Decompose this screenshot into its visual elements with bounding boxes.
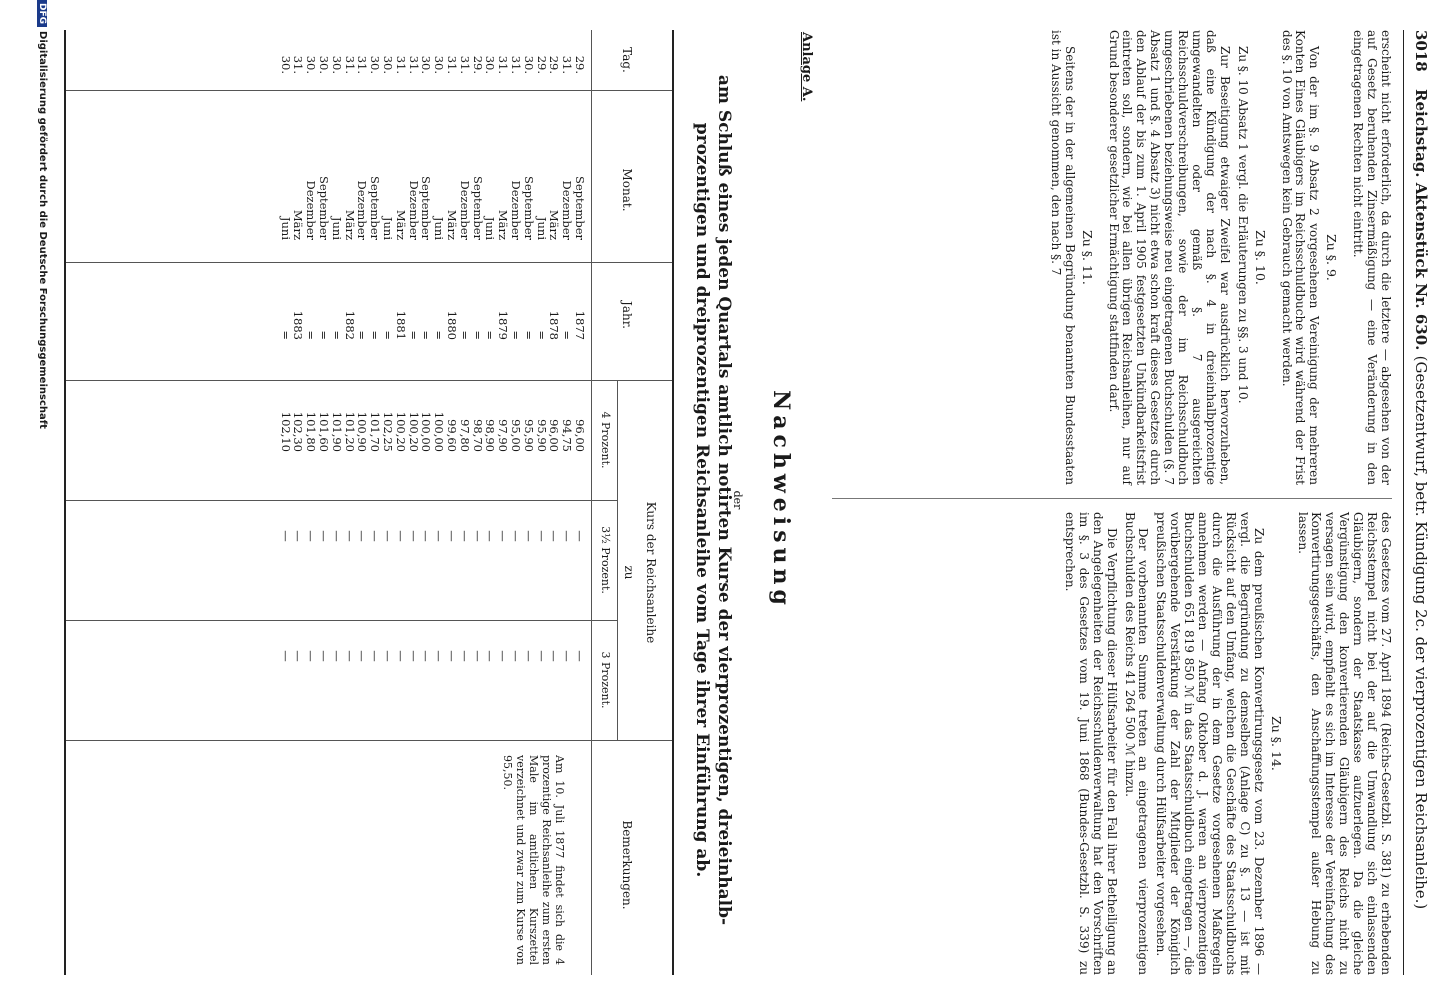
row-monat: März [393,209,408,240]
paragraph: des Gesetzes vom 27. April 1894 (Reichs-Gesetzbl. S. 381) zu erhebenden Reichsstempel nicht bei der auf die Umwandlung sich einlassenden Gläubigern, sondern der Staatskasse aufzuerlegen. Da die gleiche Vergünstigung den konvertierenden Gläubigern des Reichs nicht zu versagen sein wird, empfiehlt es sich im Interesse der Vereinfachung des Konvertirungsgeschäfts, den Anschaffungsstempel außer Hebung zu lassen. [1295,512,1393,975]
header-tag: Tag. [620,47,634,73]
table-row [394,0,407,1000]
row-3-prozent: — [381,650,395,662]
row-35-prozent: — [393,530,408,542]
row-35-prozent: — [355,530,370,542]
row-jahr: 1882 [342,310,357,340]
paragraph: Die Verpflichtung dieser Hülfsarbeiter für den Fall ihrer Betheiligung an den Angelegenheiten der Reichsschuldenverwaltung hat den Vorschriften im §. 3 des Gesetzes vom 19. Juni 1868 (Bundes-Gesetzbl. S. 339) zu entsprechen. [1062,512,1119,975]
row-tag: 30. [419,55,434,74]
header-title: Reichstag. Aktenstück Nr. 630. [1412,88,1430,351]
row-tag: 31. [560,55,575,74]
row-3-prozent: — [547,650,562,662]
row-4-prozent: 98,90 [483,419,498,452]
anlage-label: Anlage A. [799,32,814,102]
header-subtitle: (Gesetzentwurf, betr. Kündigung 2c. der vierprozentigen Reichsanleihe.) [1412,355,1430,910]
document-title: Nachweisung [768,390,794,610]
row-35-prozent: — [534,530,549,542]
row-jahr: = [457,330,472,340]
table-row [330,0,343,1000]
row-3-prozent: — [509,650,523,662]
row-monat: Dezember [509,180,523,240]
row-35-prozent: — [342,530,357,542]
row-4-prozent: 100,20 [393,411,408,452]
row-3-prozent: — [432,650,447,662]
row-tag: 30. [278,55,293,74]
row-tag: 30. [368,55,383,74]
row-3-prozent: — [496,650,511,662]
row-tag: 31. [393,55,408,74]
row-tag: 30. [483,55,498,74]
row-jahr: = [509,330,523,340]
footer-text: Digitalisierung gefördert durch die Deutsche Forschungsgemeinschaft [37,31,48,429]
row-monat: Juni [278,216,293,240]
row-monat: Dezember [355,180,370,240]
row-jahr: = [419,330,434,340]
row-3-prozent: — [470,650,485,662]
row-monat: Dezember [304,180,319,240]
row-35-prozent: — [496,530,511,542]
row-tag: 31. [355,55,370,74]
table-row [458,0,471,1000]
row-35-prozent: — [483,530,498,542]
header-rule [1403,30,1404,975]
row-4-prozent: 101,80 [304,411,319,452]
row-3-prozent: — [419,650,434,662]
row-35-prozent: — [329,530,344,542]
row-jahr: 1881 [393,310,408,340]
row-tag: 31. [509,55,523,74]
row-3-prozent: — [560,650,575,662]
row-35-prozent: — [381,530,395,542]
row-jahr: = [406,330,421,340]
paragraph: Zu dem preußischen Konvertirungsgesetz vom 23. Dezember 1896 — vergl. die Begründung zu demselben (Anlage C) zu §. 13 — ist mit Rücksicht auf den Umfang, welchen die Geschäfte des Staatsschuldbuchs durch die Ausführung der in dem Gesetze vorgesehenen Maßregeln annehmen werden — Anfang Oktober d. J. waren an vierprozentigen Buchschulden 651 819 850 ℳ in das Staatsschuldbuch eingetragen —, die vorübergehende Verstärkung der Zahl der Mitglieder der Königlich preußischen Staatsschuldenverwaltung durch Hülfsarbeiter vorgesehen. [1154,512,1266,975]
row-3-prozent: — [445,650,459,662]
row-jahr: = [304,330,319,340]
row-jahr: = [317,330,331,340]
row-jahr: 1880 [445,310,459,340]
paragraph: Seitens der in der allgemeinen Begründung benannten Bundesstaaten ist in Aussicht genommen, den nach §. 7 [1048,30,1077,485]
header-kurs-group: Kurs der Reichsanleihe [644,501,658,644]
row-4-prozent: 97,90 [496,419,511,452]
row-4-prozent: 100,00 [419,411,434,452]
column-divider [832,498,1392,499]
row-3-prozent: — [573,650,587,662]
row-tag: 30. [329,55,344,74]
row-3-prozent: — [406,650,421,662]
table-row [279,0,292,1000]
row-4-prozent: 101,60 [317,411,331,452]
paragraph: Zu §. 10 Absatz 1 vergl. die Erläuterungen zu §§. 3 und 10. [1235,46,1250,404]
row-35-prozent: — [368,530,383,542]
row-jahr: = [381,330,395,340]
row-monat: Dezember [560,180,575,240]
row-3-prozent: — [342,650,357,662]
row-4-prozent: 102,30 [291,411,306,452]
row-monat: Juni [381,216,395,240]
row-tag: 30. [304,55,319,74]
row-35-prozent: — [509,530,523,542]
row-monat: März [496,209,511,240]
row-3-prozent: — [355,650,370,662]
row-35-prozent: — [445,530,459,542]
digitization-footer [37,0,48,1000]
row-jahr: = [329,330,344,340]
row-tag: 30. [432,55,447,74]
row-monat: Dezember [457,180,472,240]
row-monat: Juni [432,216,447,240]
row-3-prozent: — [368,650,383,662]
right-text-column [1058,512,1392,975]
row-tag: 29. [534,55,549,74]
row-jahr: 1878 [547,310,562,340]
row-jahr: = [521,330,536,340]
row-35-prozent: — [521,530,536,542]
row-3-prozent: — [291,650,306,662]
row-tag: 31. [457,55,472,74]
row-jahr: = [483,330,498,340]
table-row [445,0,458,1000]
row-jahr: = [368,330,383,340]
page-header [1402,30,1430,990]
row-4-prozent: 102,10 [278,411,293,452]
row-tag: 29. [470,55,485,74]
row-tag: 31. [342,55,357,74]
row-monat: September [419,175,434,240]
table-row [420,0,433,1000]
row-jahr: = [470,330,485,340]
row-monat: September [470,175,485,240]
header-bemerkungen: Bemerkungen. [620,820,634,910]
row-4-prozent: 95,00 [509,419,523,452]
row-3-prozent: — [329,650,344,662]
row-monat: September [368,175,383,240]
row-monat: September [317,175,331,240]
header-4-prozent: 4 Prozent. [599,411,612,469]
header-monat: Monat. [620,168,634,212]
row-jahr: = [278,330,293,340]
row-35-prozent: — [406,530,421,542]
row-tag: 31. [496,55,511,74]
row-monat: März [547,209,562,240]
section-heading: Zu §. 11. [1079,230,1095,285]
row-4-prozent: 101,70 [368,411,383,452]
row-3-prozent: — [521,650,536,662]
table-row [484,0,497,1000]
remark-text: Am 10. Juli 1877 findet sich die 4 prozentige Reichsanleihe zum ersten Male im amtlichen Kurszettel verzeichnet und zwar zum Kurse von 95,50. [501,755,566,965]
page-number: 3018 [1412,30,1430,72]
row-4-prozent: 96,00 [547,419,562,452]
table-row [471,0,484,1000]
row-3-prozent: — [278,650,293,662]
row-4-prozent: 99,60 [445,419,459,452]
row-monat: September [521,175,536,240]
row-4-prozent: 97,80 [457,419,472,452]
row-4-prozent: 100,90 [355,411,370,452]
row-35-prozent: — [560,530,575,542]
row-3-prozent: — [393,650,408,662]
row-4-prozent: 102,25 [381,411,395,452]
row-3-prozent: — [457,650,472,662]
row-tag: 31. [406,55,421,74]
row-35-prozent: — [470,530,485,542]
row-monat: Dezember [406,180,421,240]
row-35-prozent: — [317,530,331,542]
paragraph: Zur Beseitigung etwaiger Zweifel war ausdrücklich hervorzuheben, daß eine Kündigung der nach §. 4 in dreieinhalbprozentige umgewandelten oder gemäß §. 7 ausgereichten Reichsschuldverschreibungen, sowie der im Reichsschuldbuch umgeschriebenen beziehungsweise neu eingetragenen Buchschulden (§. 7 Absatz 1 und §. 4 Absatz 3) nicht etwa schon kraft dieses Gesetzes durch den Ablauf der bis zum 1. April 1905 festgesetzten Unkündbarkeitsfrist eintreten soll, sondern, wie bei allen übrigen Reichsanleihen, nur auf Grund besonderer gesetzlicher Ermächtigung stattfinden darf. [1106,30,1232,485]
row-tag: 30. [381,55,395,74]
title-line-1: am Schluß eines jeden Quartals amtlich notirten Kurse der vierprozentigen, dreieinhalb- [714,74,734,926]
table-row [432,0,445,1000]
row-3-prozent: — [483,650,498,662]
row-tag: 30. [317,55,331,74]
section-heading: Zu §. 9. [1324,234,1340,281]
section-heading: Zu §. 10. [1252,230,1268,285]
row-4-prozent: 100,00 [432,411,447,452]
table-row [368,0,381,1000]
row-jahr: = [534,330,549,340]
row-35-prozent: — [457,530,472,542]
row-35-prozent: — [291,530,306,542]
row-monat: März [342,209,357,240]
row-monat: Juni [534,216,549,240]
row-35-prozent: — [547,530,562,542]
section-heading: Zu §. 14. [1268,716,1284,771]
row-35-prozent: — [278,530,293,542]
row-monat: September [573,175,587,240]
table-top-rule [672,30,674,975]
row-4-prozent: 100,20 [406,411,421,452]
row-jahr: = [355,330,370,340]
row-4-prozent: 95,90 [521,419,536,452]
row-monat: Juni [483,216,498,240]
header-kurs-zu: zu [622,565,636,580]
header-bottom-rule [591,30,592,975]
row-4-prozent: 98,70 [470,419,485,452]
left-text-column [1044,30,1392,485]
row-35-prozent: — [304,530,319,542]
row-35-prozent: — [573,530,587,542]
table-row [381,0,394,1000]
row-4-prozent: 94,75 [560,419,575,452]
row-tag: 31. [445,55,459,74]
header-3-prozent: 3 Prozent. [599,651,612,709]
table-bottom-rule [64,30,66,975]
title-der: der [731,490,744,510]
row-monat: März [291,209,306,240]
paragraph: Der vorbenannten Summe treten an eingetragenen vierprozentigen Buchschulden des Reichs 41 264 500 ℳ hinzu. [1122,512,1151,975]
header-jahr: Jahr. [620,301,634,329]
dfg-logo: DFG [37,0,47,27]
table-row [407,0,420,1000]
row-4-prozent: 95,90 [534,419,549,452]
row-3-prozent: — [534,650,549,662]
row-4-prozent: 101,90 [329,411,344,452]
table-row [304,0,317,1000]
row-tag: 30. [521,55,536,74]
row-3-prozent: — [304,650,319,662]
row-tag: 29. [573,55,587,74]
row-jahr: = [560,330,575,340]
table-row [292,0,305,1000]
row-4-prozent: 96,00 [573,419,587,452]
row-jahr: = [432,330,447,340]
row-3-prozent: — [317,650,331,662]
header-35-prozent: 3½ Prozent. [599,526,612,594]
table-row [343,0,356,1000]
row-monat: Juni [329,216,344,240]
table-row [317,0,330,1000]
row-monat: März [445,209,459,240]
row-tag: 29. [547,55,562,74]
paragraph: Von der im §. 9 Absatz 2 vorgesehenen Vereinigung der mehreren Konten Eines Gläubigers im Reichsschuldbuche wird während der Frist des §. 10 von Amtswegen kein Gebrauch gemacht werden. [1279,30,1322,485]
header-sub-rule [617,380,618,740]
row-jahr: 1879 [496,310,511,340]
row-jahr: 1877 [573,310,587,340]
row-35-prozent: — [419,530,434,542]
row-35-prozent: — [432,530,447,542]
title-line-2: prozentigen und dreiprozentigen Reichsanleihe vom Tage ihrer Einführung ab. [692,122,712,878]
paragraph: erscheint nicht erforderlich, da durch die letztere — abgesehen von der auf Gesetz beruhenden Zinsermäßigung — eine Veränderung in den eingetragenen Rechten nicht eintritt. [1351,30,1393,485]
row-tag: 31. [291,55,306,74]
row-4-prozent: 101,20 [342,411,357,452]
table-row [356,0,369,1000]
row-jahr: 1883 [291,310,306,340]
table-row [573,0,586,1000]
